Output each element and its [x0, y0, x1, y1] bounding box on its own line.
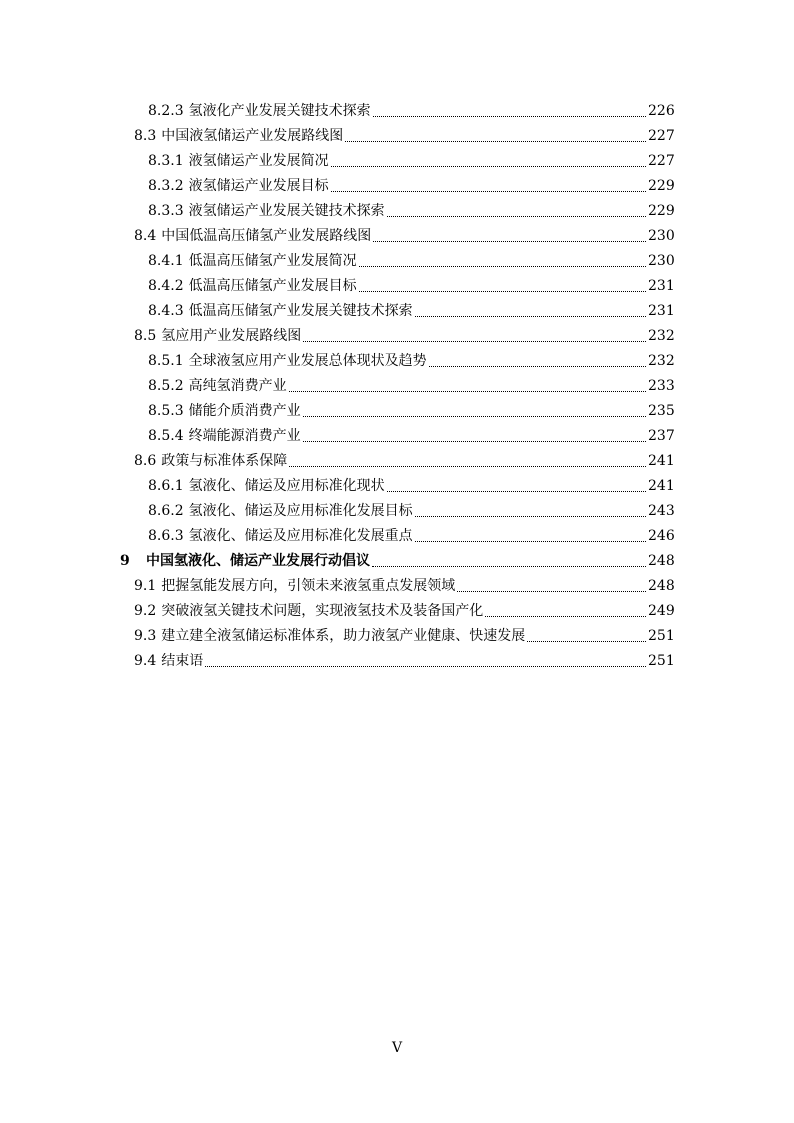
toc-entry[interactable]: [0, 171, 794, 196]
dot-leader: [205, 665, 646, 667]
toc-page: 231: [648, 303, 675, 319]
toc-page: 248: [648, 553, 675, 569]
toc-entry[interactable]: [0, 496, 794, 521]
toc-entry[interactable]: [0, 471, 794, 496]
dot-leader: [289, 390, 646, 392]
toc-page: 229: [648, 203, 675, 219]
toc-page: 251: [648, 653, 675, 669]
toc-title: 低温高压储氢产业发展关键技术探索: [188, 303, 413, 319]
toc-entry[interactable]: [0, 596, 794, 621]
dot-leader: [331, 190, 646, 192]
toc-title: 中国低温高压储氢产业发展路线图: [161, 228, 372, 244]
toc-entry[interactable]: [0, 421, 794, 446]
toc-page: 233: [648, 378, 675, 394]
toc-title: 终端能源消费产业: [188, 428, 301, 444]
dot-leader: [303, 415, 646, 417]
toc-entry[interactable]: [0, 446, 794, 471]
toc-number: 8.4.3: [148, 303, 184, 319]
toc-number: 8.6.3: [148, 528, 184, 544]
toc-page: 249: [648, 603, 675, 619]
dot-leader: [457, 590, 646, 592]
toc-title: 突破液氢关键技术问题，实现液氢技术及装备国产化: [161, 603, 484, 619]
toc-entry[interactable]: [0, 371, 794, 396]
toc-number: 8.5.1: [148, 353, 184, 369]
toc-number: 9.1: [134, 578, 157, 594]
toc-title: 低温高压储氢产业发展目标: [188, 278, 357, 294]
dot-leader: [415, 540, 646, 542]
toc-entry[interactable]: [0, 121, 794, 146]
toc-page: 230: [648, 228, 675, 244]
toc-title: 中国氢液化、储运产业发展行动倡议: [146, 553, 370, 569]
toc-page: 226: [648, 103, 675, 119]
dot-leader: [303, 440, 646, 442]
toc-page: 232: [648, 353, 675, 369]
toc-page: 246: [648, 528, 675, 544]
toc-number: 9: [120, 553, 130, 569]
toc-entry[interactable]: [0, 271, 794, 296]
toc-page: 251: [648, 628, 675, 644]
toc-title: 中国液氢储运产业发展路线图: [161, 128, 344, 144]
toc-title: 氢液化、储运及应用标准化发展目标: [188, 503, 413, 519]
toc-title: 结束语: [161, 653, 204, 669]
toc-title: 政策与标准体系保障: [161, 453, 288, 469]
dot-leader: [387, 490, 646, 492]
toc-entry[interactable]: [0, 646, 794, 671]
toc-title: 低温高压储氢产业发展简况: [188, 253, 357, 269]
toc-title: 高纯氢消费产业: [188, 378, 287, 394]
toc-number: 8.5: [134, 328, 157, 344]
toc-number: 8.3: [134, 128, 157, 144]
toc-title: 氢液化产业发展关键技术探索: [188, 103, 371, 119]
toc-entry[interactable]: [0, 521, 794, 546]
toc-entry[interactable]: [0, 346, 794, 371]
toc-entry[interactable]: [0, 321, 794, 346]
toc-number: 9.4: [134, 653, 157, 669]
dot-leader: [331, 165, 646, 167]
toc-number: 8.2.3: [148, 103, 184, 119]
dot-leader: [373, 115, 646, 117]
toc-entry[interactable]: [0, 221, 794, 246]
toc-entry[interactable]: [0, 146, 794, 171]
dot-leader: [429, 365, 646, 367]
toc-title: 氢液化、储运及应用标准化现状: [188, 478, 385, 494]
toc-entry[interactable]: [0, 96, 794, 121]
toc-entry[interactable]: [0, 621, 794, 646]
toc-number: 8.5.4: [148, 428, 184, 444]
table-of-contents: [0, 96, 794, 671]
toc-page: 241: [648, 478, 675, 494]
toc-number: 8.5.3: [148, 403, 184, 419]
toc-page: 231: [648, 278, 675, 294]
toc-entry[interactable]: [0, 396, 794, 421]
toc-title: 液氢储运产业发展简况: [188, 153, 329, 169]
toc-entry[interactable]: [0, 196, 794, 221]
dot-leader: [359, 265, 646, 267]
toc-number: 9.3: [134, 628, 157, 644]
toc-page: 237: [648, 428, 675, 444]
dot-leader: [527, 640, 646, 642]
toc-title: 液氢储运产业发展关键技术探索: [188, 203, 385, 219]
dot-leader: [373, 240, 646, 242]
toc-number: 8.4.1: [148, 253, 184, 269]
toc-number: 8.6: [134, 453, 157, 469]
toc-page: 243: [648, 503, 675, 519]
toc-page: 230: [648, 253, 675, 269]
dot-leader: [289, 465, 646, 467]
toc-entry[interactable]: [0, 246, 794, 271]
dot-leader: [415, 515, 646, 517]
toc-title: 全球液氢应用产业发展总体现状及趋势: [188, 353, 427, 369]
dot-leader: [387, 215, 646, 217]
toc-page: 235: [648, 403, 675, 419]
page-number: V: [391, 1040, 403, 1056]
toc-title: 液氢储运产业发展目标: [188, 178, 329, 194]
dot-leader: [485, 615, 646, 617]
toc-title: 把握氢能发展方向，引领未来液氢重点发展领域: [161, 578, 456, 594]
dot-leader: [359, 290, 646, 292]
dot-leader: [372, 565, 646, 567]
toc-entry[interactable]: [0, 571, 794, 596]
toc-number: 9.2: [134, 603, 157, 619]
dot-leader: [345, 140, 646, 142]
toc-number: 8.6.1: [148, 478, 184, 494]
toc-page: 227: [648, 128, 675, 144]
toc-number: 8.3.2: [148, 178, 184, 194]
toc-page: 241: [648, 453, 675, 469]
dot-leader: [303, 340, 646, 342]
toc-title: 氢液化、储运及应用标准化发展重点: [188, 528, 413, 544]
toc-chapter-entry[interactable]: [0, 546, 794, 571]
toc-number: 8.4.2: [148, 278, 184, 294]
toc-number: 8.5.2: [148, 378, 184, 394]
toc-number: 8.3.1: [148, 153, 184, 169]
toc-entry[interactable]: [0, 296, 794, 321]
toc-title: 氢应用产业发展路线图: [161, 328, 302, 344]
toc-page: 229: [648, 178, 675, 194]
toc-title: 储能介质消费产业: [188, 403, 301, 419]
toc-page: 227: [648, 153, 675, 169]
toc-page: 232: [648, 328, 675, 344]
dot-leader: [415, 315, 646, 317]
toc-number: 8.3.3: [148, 203, 184, 219]
toc-number: 8.6.2: [148, 503, 184, 519]
toc-number: 8.4: [134, 228, 157, 244]
toc-page: 248: [648, 578, 675, 594]
toc-title: 建立建全液氢储运标准体系，助力液氢产业健康、快速发展: [161, 628, 526, 644]
